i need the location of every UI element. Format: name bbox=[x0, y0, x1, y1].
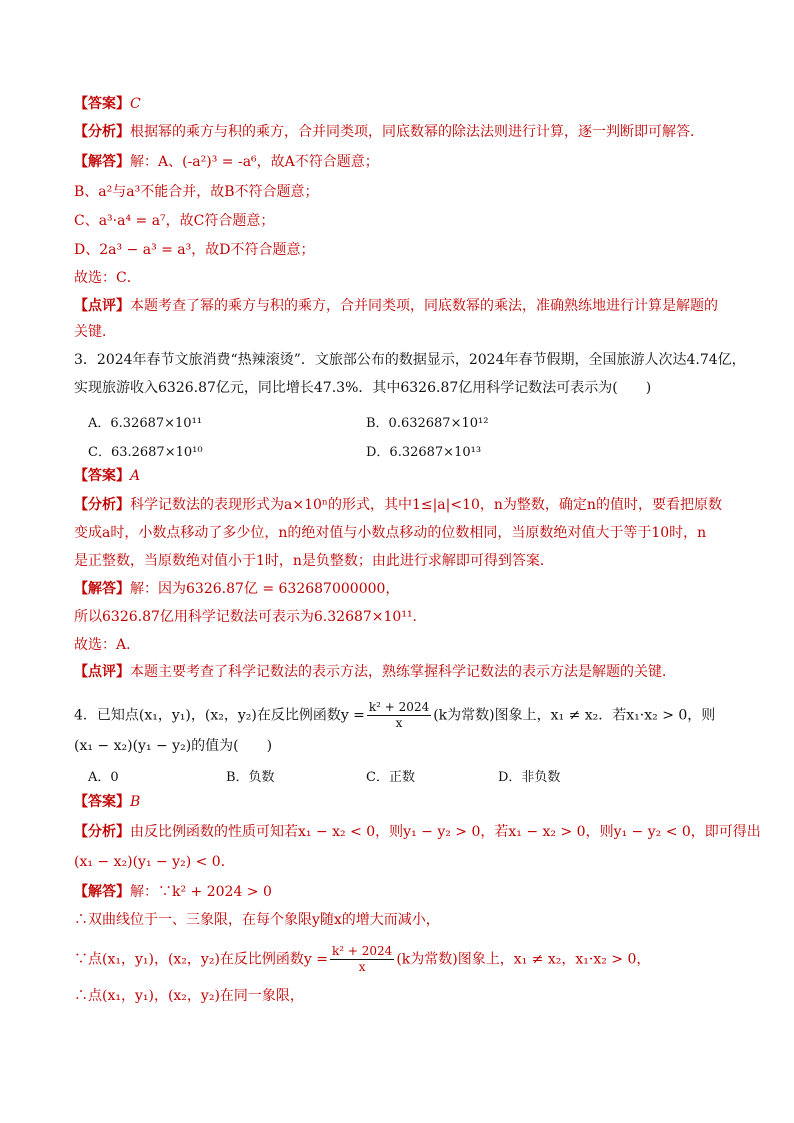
q2-answer-line bbox=[74, 94, 720, 114]
q4-option-b: B．负数 bbox=[226, 770, 275, 785]
q3-comment: 本题主要考查了科学记数法的表示方法，熟练掌握科学记数法的表示方法是解题的关键． bbox=[130, 664, 676, 680]
q2-analysis: 根据幂的乘方与积的乘方，合并同类项，同底数幂的除法法则进行计算，逐一判断即可解答． bbox=[130, 124, 704, 140]
q3-solution-1: 解：因为6326.87亿 = 632687000000， bbox=[130, 581, 400, 597]
q4-fraction bbox=[367, 700, 431, 731]
q4-option-d: D．非负数 bbox=[498, 770, 561, 785]
q4-stem-1b: (k为常数)图象上，x₁ ≠ x₂．若x₁·x₂ > 0，则 bbox=[433, 707, 716, 724]
q2-solution-a: 解：A、(-a²)³ = -a⁶，故A不符合题意； bbox=[130, 154, 379, 170]
q2-solution-b: B、a²与a³不能合并，故B不符合题意； bbox=[74, 184, 319, 200]
analysis-tag: 【分析】 bbox=[74, 124, 130, 140]
q4-option-c: C．正数 bbox=[366, 770, 415, 785]
solution-tag: 【解答】 bbox=[74, 154, 130, 170]
answer-tag: 【答案】 bbox=[74, 468, 130, 484]
q4-solution-4: ∴点(x₁，y₁)，(x₂，y₂)在同一象限， bbox=[74, 988, 304, 1004]
q3-solution-2: 所以6326.87亿用科学记数法可表示为6.32687×10¹¹． bbox=[74, 609, 427, 625]
q4-solution-2: ∴双曲线位于一、三象限，在每个象限y随x的增大而减小， bbox=[74, 912, 440, 928]
q3-stem-2: 实现旅游收入6326.87亿元，同比增长47.3%．其中6326.87亿用科学记数法可表示为( ) bbox=[74, 380, 652, 396]
comment-tag: 【点评】 bbox=[74, 298, 130, 314]
q2-comment-line bbox=[74, 296, 720, 316]
q3-analysis-1: 科学记数法的表现形式为a×10ⁿ的形式，其中1≤|a|<10，n为整数，确定n的值时，要看把原数 bbox=[130, 497, 722, 513]
q4-solution-1: 解：∵k² + 2024 > 0 bbox=[130, 884, 272, 900]
fraction-denominator: x bbox=[358, 960, 366, 974]
q3-option-d: D．6.32687×10¹³ bbox=[366, 445, 482, 460]
q3-comment-line bbox=[74, 662, 720, 682]
q3-option-b: B．0.632687×10¹² bbox=[366, 416, 489, 431]
comment-tag: 【点评】 bbox=[74, 664, 130, 680]
q4-stem-2: (x₁ − x₂)(y₁ − y₂)的值为( ) bbox=[74, 738, 273, 754]
answer-tag: 【答案】 bbox=[74, 96, 130, 112]
analysis-tag: 【分析】 bbox=[74, 497, 130, 513]
q2-solution-line bbox=[74, 152, 720, 172]
solution-tag: 【解答】 bbox=[74, 884, 130, 900]
q2-solution-c: C、a³·a⁴ = a⁷，故C符合题意； bbox=[74, 213, 275, 229]
q4-answer: B bbox=[130, 794, 141, 810]
q4-stem-1a: 4．已知点(x₁，y₁)，(x₂，y₂)在反比例函数y = bbox=[74, 707, 365, 724]
q3-option-c: C．63.2687×10¹⁰ bbox=[88, 445, 203, 460]
fraction-numerator: k² + 2024 bbox=[368, 700, 430, 714]
analysis-tag: 【分析】 bbox=[74, 824, 130, 840]
q2-comment-2: 关键． bbox=[74, 324, 116, 340]
q4-analysis-1: 由反比例函数的性质可知若x₁ − x₂ < 0，则y₁ − y₂ > 0，若x₁ − x₂ > 0，则y₁ − y₂ < 0，即可得出 bbox=[130, 824, 761, 840]
q3-stem-1: 3．2024年春节文旅消费“热辣滚烫”．文旅部公布的数据显示，2024年春节假期，全国旅游人次达4.74亿， bbox=[74, 352, 746, 368]
q4-analysis-line bbox=[74, 822, 761, 842]
q3-analysis-3: 是正整数，当原数绝对值小于1时，n是负整数；由此进行求解即可得到答案． bbox=[74, 553, 554, 569]
q3-analysis-2: 变成a时，小数点移动了多少位，n的绝对值与小数点移动的位数相同，当原数绝对值大于等于10时，n bbox=[74, 525, 707, 541]
q4-solution-line bbox=[74, 882, 720, 902]
solution-tag: 【解答】 bbox=[74, 581, 130, 597]
fraction-denominator: x bbox=[395, 716, 403, 730]
q4-solution-3b: (k为常数)图象上，x₁ ≠ x₂，x₁·x₂ > 0， bbox=[396, 951, 651, 968]
q3-solution-line bbox=[74, 579, 720, 599]
q2-solution-d: D、2a³ − a³ = a³，故D不符合题意； bbox=[74, 242, 315, 258]
q3-analysis-line bbox=[74, 495, 720, 515]
q2-comment-1: 本题考查了幂的乘方与积的乘方，合并同类项，同底数幂的乘法，准确熟练地进行计算是解题的 bbox=[130, 298, 718, 314]
q4-solution-3a: ∵点(x₁，y₁)，(x₂，y₂)在反比例函数y = bbox=[74, 951, 328, 968]
q4-option-a: A．0 bbox=[88, 770, 119, 785]
answer-tag: 【答案】 bbox=[74, 794, 130, 810]
q3-option-a: A．6.32687×10¹¹ bbox=[88, 416, 203, 431]
fraction-numerator: k² + 2024 bbox=[332, 944, 393, 958]
q3-answer-line bbox=[74, 466, 720, 486]
q2-choose: 故选：C． bbox=[74, 270, 141, 286]
q4-analysis-2: (x₁ − x₂)(y₁ − y₂) < 0． bbox=[74, 854, 235, 870]
q4-stem-1 bbox=[74, 700, 720, 731]
q4-solution-fraction bbox=[330, 944, 394, 975]
q4-solution-3 bbox=[74, 944, 720, 975]
q3-answer: A bbox=[130, 468, 141, 484]
q2-answer: C bbox=[130, 96, 141, 112]
q2-analysis-line bbox=[74, 122, 720, 142]
q4-answer-line bbox=[74, 792, 720, 812]
q3-choose: 故选：A． bbox=[74, 637, 141, 653]
